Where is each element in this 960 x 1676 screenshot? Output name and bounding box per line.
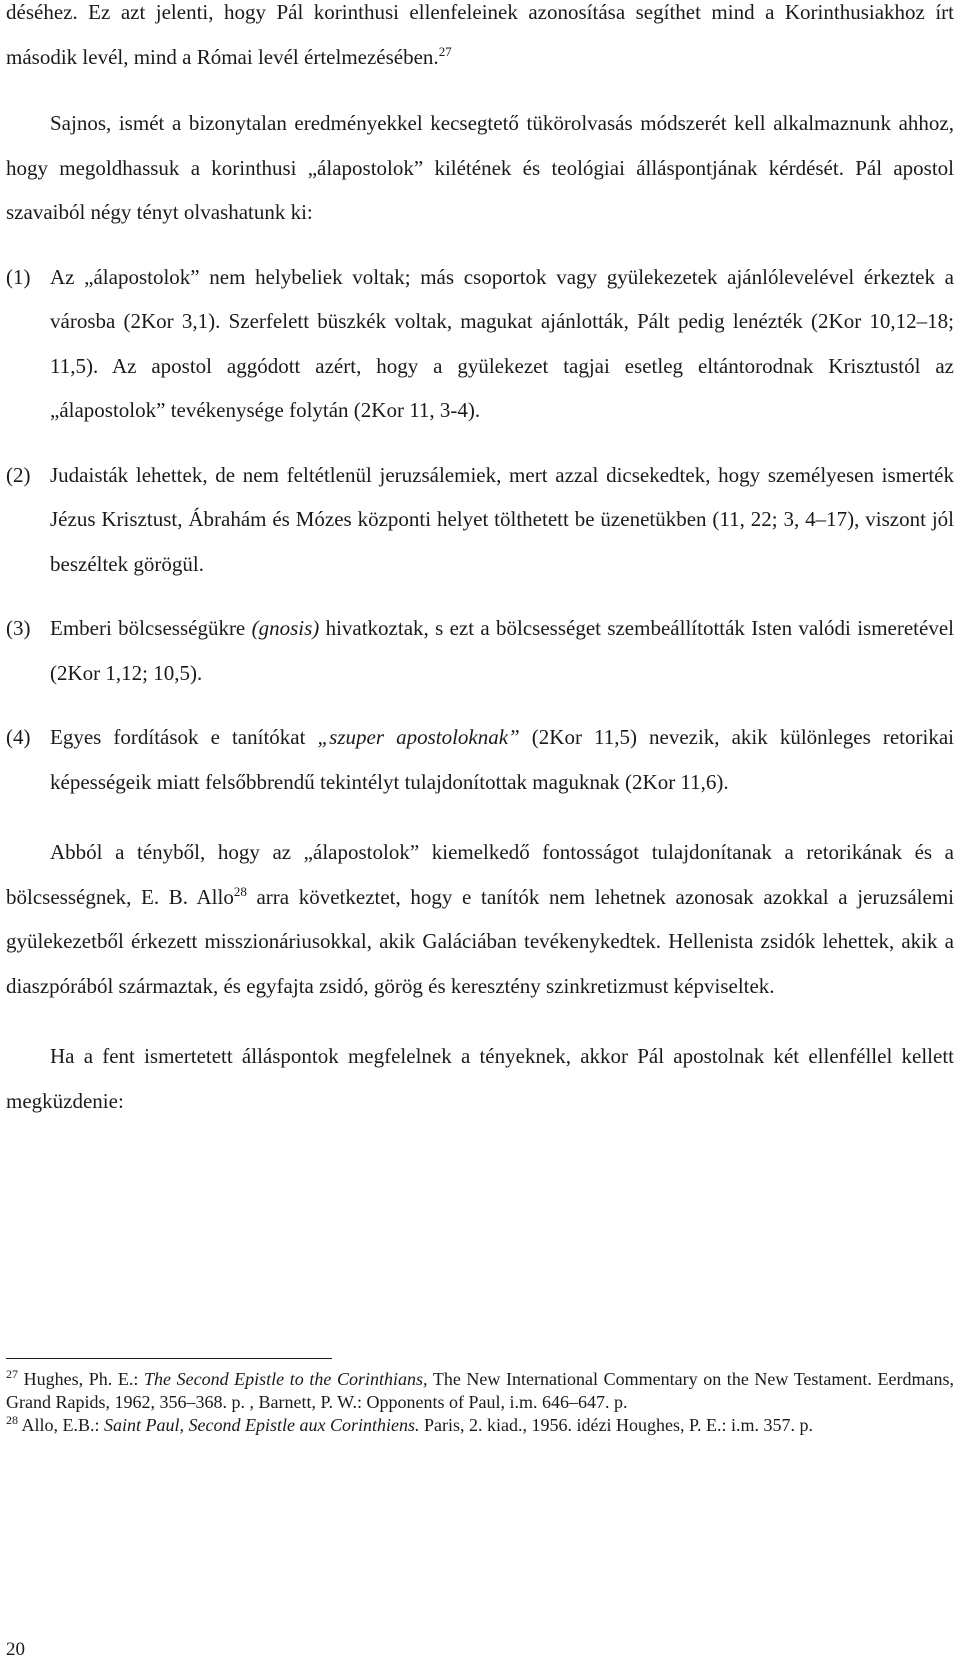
super-apostles-term: „szuper apostoloknak” bbox=[317, 725, 520, 749]
list-item-text bbox=[50, 715, 954, 804]
list-item-text: Az „álapostolok” nem helybeliek voltak; más csoportok vagy gyülekezetek ajánlólevelével érkeztek a városba (2Kor 3,1). Szerfelett büszkék voltak, magukat ajánlották, Pált pedig lenézték (2Kor 10,12–18; 11,5). Az apostol aggódott azért, hogy a gyülekezet tagjai esetleg eltántorodnak Krisztustól az „álapostolok” tevékenysége folytán (2Kor 11, 3-4). bbox=[50, 264, 954, 422]
list-item bbox=[6, 606, 954, 695]
footnote-text-start: Hughes, Ph. E.: bbox=[18, 1369, 144, 1389]
list-item-text-end: hivatkoztak, s ezt a bölcsességet szembeállították Isten valódi ismeretével (2Kor 1,12; 10,5). bbox=[50, 616, 954, 685]
list-item-text: Judaisták lehettek, de nem feltétlenül jeruzsálemiek, mert azzal dicsekedtek, hogy személyesen ismerték Jézus Krisztust, Ábrahám és Mózes központi helyet tölthetett be üzenetükben (11, 22; 3, 4–17), viszont jól beszéltek görögül. bbox=[50, 462, 954, 576]
footnote-27 bbox=[6, 1368, 954, 1414]
list-item-number: (2) bbox=[6, 462, 31, 487]
paragraph-mirror-reading: Sajnos, ismét a bizonytalan eredményekkel kecsegtető tükörolvasás módszerét kell alkalmaznunk ahhoz, hogy megoldhassuk a korinthusi „álapostolok” kilétének és teológiai álláspontjának kérdését. Pál apostol szavaiból négy tényt olvashatunk ki: bbox=[6, 111, 954, 224]
footnote-number: 28 bbox=[6, 1413, 18, 1427]
gnosis-term: (gnosis) bbox=[251, 616, 320, 640]
footnote-ref-28[interactable]: 28 bbox=[233, 883, 247, 899]
footnote-number: 27 bbox=[6, 1367, 18, 1381]
footnote-title: The Second Epistle to the Corinthians, bbox=[143, 1369, 428, 1389]
footnotes bbox=[6, 1368, 954, 1437]
footnote-text-end: The New International Commentary on the New Testament. Eerdmans, Grand Rapids, 1962, 356–368. p. , Barnett, P. W.: Opponents of Paul, i.m. 646–647. p. bbox=[6, 1369, 954, 1412]
paragraph-allo-end: arra következtet, hogy e tanítók nem lehetnek azonosak azokkal a jeruzsálemi gyülekezetből érkezett misszionáriusokkal, akik Galáciában tevékenykedtek. Hellenista zsidók lehettek, akik a diaszpórából származtak, és egyfajta zsidó, görög és keresztény szinkretizmust képviseltek. bbox=[6, 884, 954, 998]
list-item bbox=[6, 715, 954, 804]
list-item-number: (3) bbox=[6, 616, 31, 640]
footnote-28 bbox=[6, 1414, 954, 1437]
footnote-separator bbox=[6, 1358, 332, 1359]
page-number: 20 bbox=[6, 1639, 25, 1660]
list-item-text-start: Egyes fordítások e tanítókat bbox=[50, 725, 318, 749]
intro-text: déséhez. Ez azt jelenti, hogy Pál korinthusi ellenfeleinek azonosítása segíthet mind a Korinthusiakhoz írt második levél, mind a Római levél értelmezésében. bbox=[6, 0, 954, 69]
list-item bbox=[6, 453, 954, 587]
document-page bbox=[6, 0, 954, 1676]
paragraph-allo bbox=[6, 830, 954, 1008]
paragraph-allo-start: Abból a tényből, hogy az „álapostolok” kiemelkedő fontosságot tulajdonítanak a retorikának és a bölcsességnek, E. B. Allo bbox=[6, 840, 954, 909]
footnote-text-start: Allo, E.B.: bbox=[18, 1415, 105, 1435]
footnote-title: Saint Paul, Second Epistle aux Corinthiens. bbox=[104, 1415, 420, 1435]
footnote-ref-27[interactable]: 27 bbox=[438, 43, 452, 59]
list-item-text-start: Emberi bölcsességükre bbox=[50, 616, 252, 640]
list-item-text-end: (2Kor 11,5) nevezik, akik különleges retorikai képességeik miatt felsőbbrendű tekintélyt tulajdonítottak maguknak (2Kor 11,6). bbox=[50, 725, 954, 794]
body-text bbox=[6, 0, 954, 1123]
list-item-number: (4) bbox=[6, 725, 31, 749]
list-item bbox=[6, 255, 954, 433]
paragraph-conclusion: Ha a fent ismertetett álláspontok megfelelnek a tényeknek, akkor Pál apostolnak két ellenféllel kellett megküzdenie: bbox=[6, 1044, 954, 1113]
footnote-text-end: Paris, 2. kiad., 1956. idézi Houghes, P. E.: i.m. 357. p. bbox=[419, 1415, 813, 1435]
list-item-number: (1) bbox=[6, 264, 31, 289]
intro-paragraph bbox=[6, 0, 954, 79]
list-item-text bbox=[50, 606, 954, 695]
